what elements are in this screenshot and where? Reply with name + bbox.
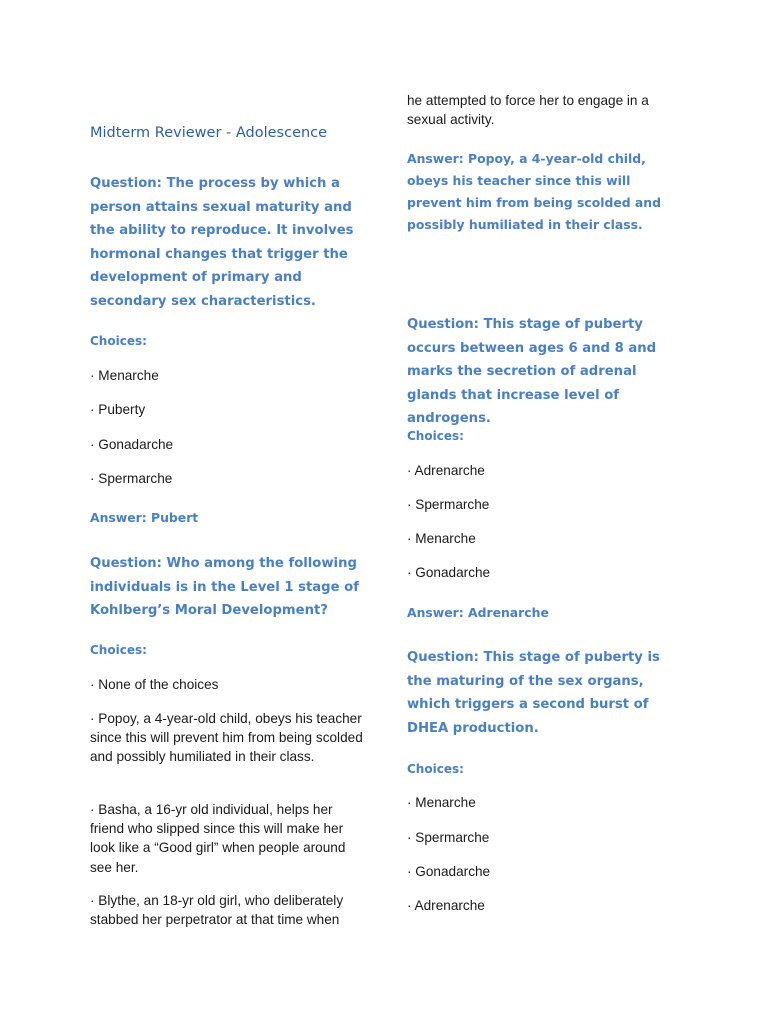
choice-2-1: · None of the choices [90,677,219,692]
document-title: Midterm Reviewer - Adolescence [90,125,328,141]
choice-3-2: · Spermarche [407,497,490,512]
choice-4-1: · Menarche [407,795,476,810]
choice-4-2: · Spermarche [407,830,490,845]
answer-2: Answer: Popoy, a 4-year-old child, obeys his teacher since this will prevent him from being scolded and possibly humiliated in their class. [407,151,661,232]
choices-label-3: Choices: [407,429,464,443]
choice-3-1: · Adrenarche [407,463,485,478]
choice-2-3: · Basha, a 16-yr old individual, helps her friend who slipped since this will make her look like a “Good girl” when people around see her. [90,802,346,875]
choices-label-4: Choices: [407,762,464,776]
choice-1-4: · Spermarche [90,471,173,486]
question-3: Question: This stage of puberty occurs between ages 6 and 8 and marks the secretion of adrenal glands that increase level of androgens. [407,317,657,427]
choice-1-1: · Menarche [90,368,159,383]
choice-2-4: · Blythe, an 18-yr old girl, who deliberately stabbed her perpetrator at that time when [90,893,344,928]
choice-3-3: · Menarche [407,531,476,546]
choice-1-2: · Puberty [90,402,146,417]
question-2: Question: Who among the following individuals is in the Level 1 stage of Kohlberg’s Moral Development? [90,556,359,619]
choice-1-3: · Gonadarche [90,437,174,452]
choice-2-2: · Popoy, a 4-year-old child, obeys his teacher since this will prevent him from being scolded and possibly humiliated in their class. [90,711,363,765]
choice-4-3: · Gonadarche [407,864,491,879]
choice-2-4-continued: he attempted to force her to engage in a sexual activity. [407,93,649,128]
question-1: Question: The process by which a person attains sexual maturity and the ability to reproduce. It involves hormonal changes that trigger the development of primary and secondary sex characteristics. [90,176,354,309]
choices-label-2: Choices: [90,643,147,657]
question-4: Question: This stage of puberty is the maturing of the sex organs, which triggers a second burst of DHEA production. [407,650,660,736]
choice-3-4: · Gonadarche [407,565,491,580]
answer-3: Answer: Adrenarche [407,605,549,620]
answer-1: Answer: Pubert [90,510,199,525]
choice-4-4: · Adrenarche [407,898,485,913]
choices-label-1: Choices: [90,334,147,348]
